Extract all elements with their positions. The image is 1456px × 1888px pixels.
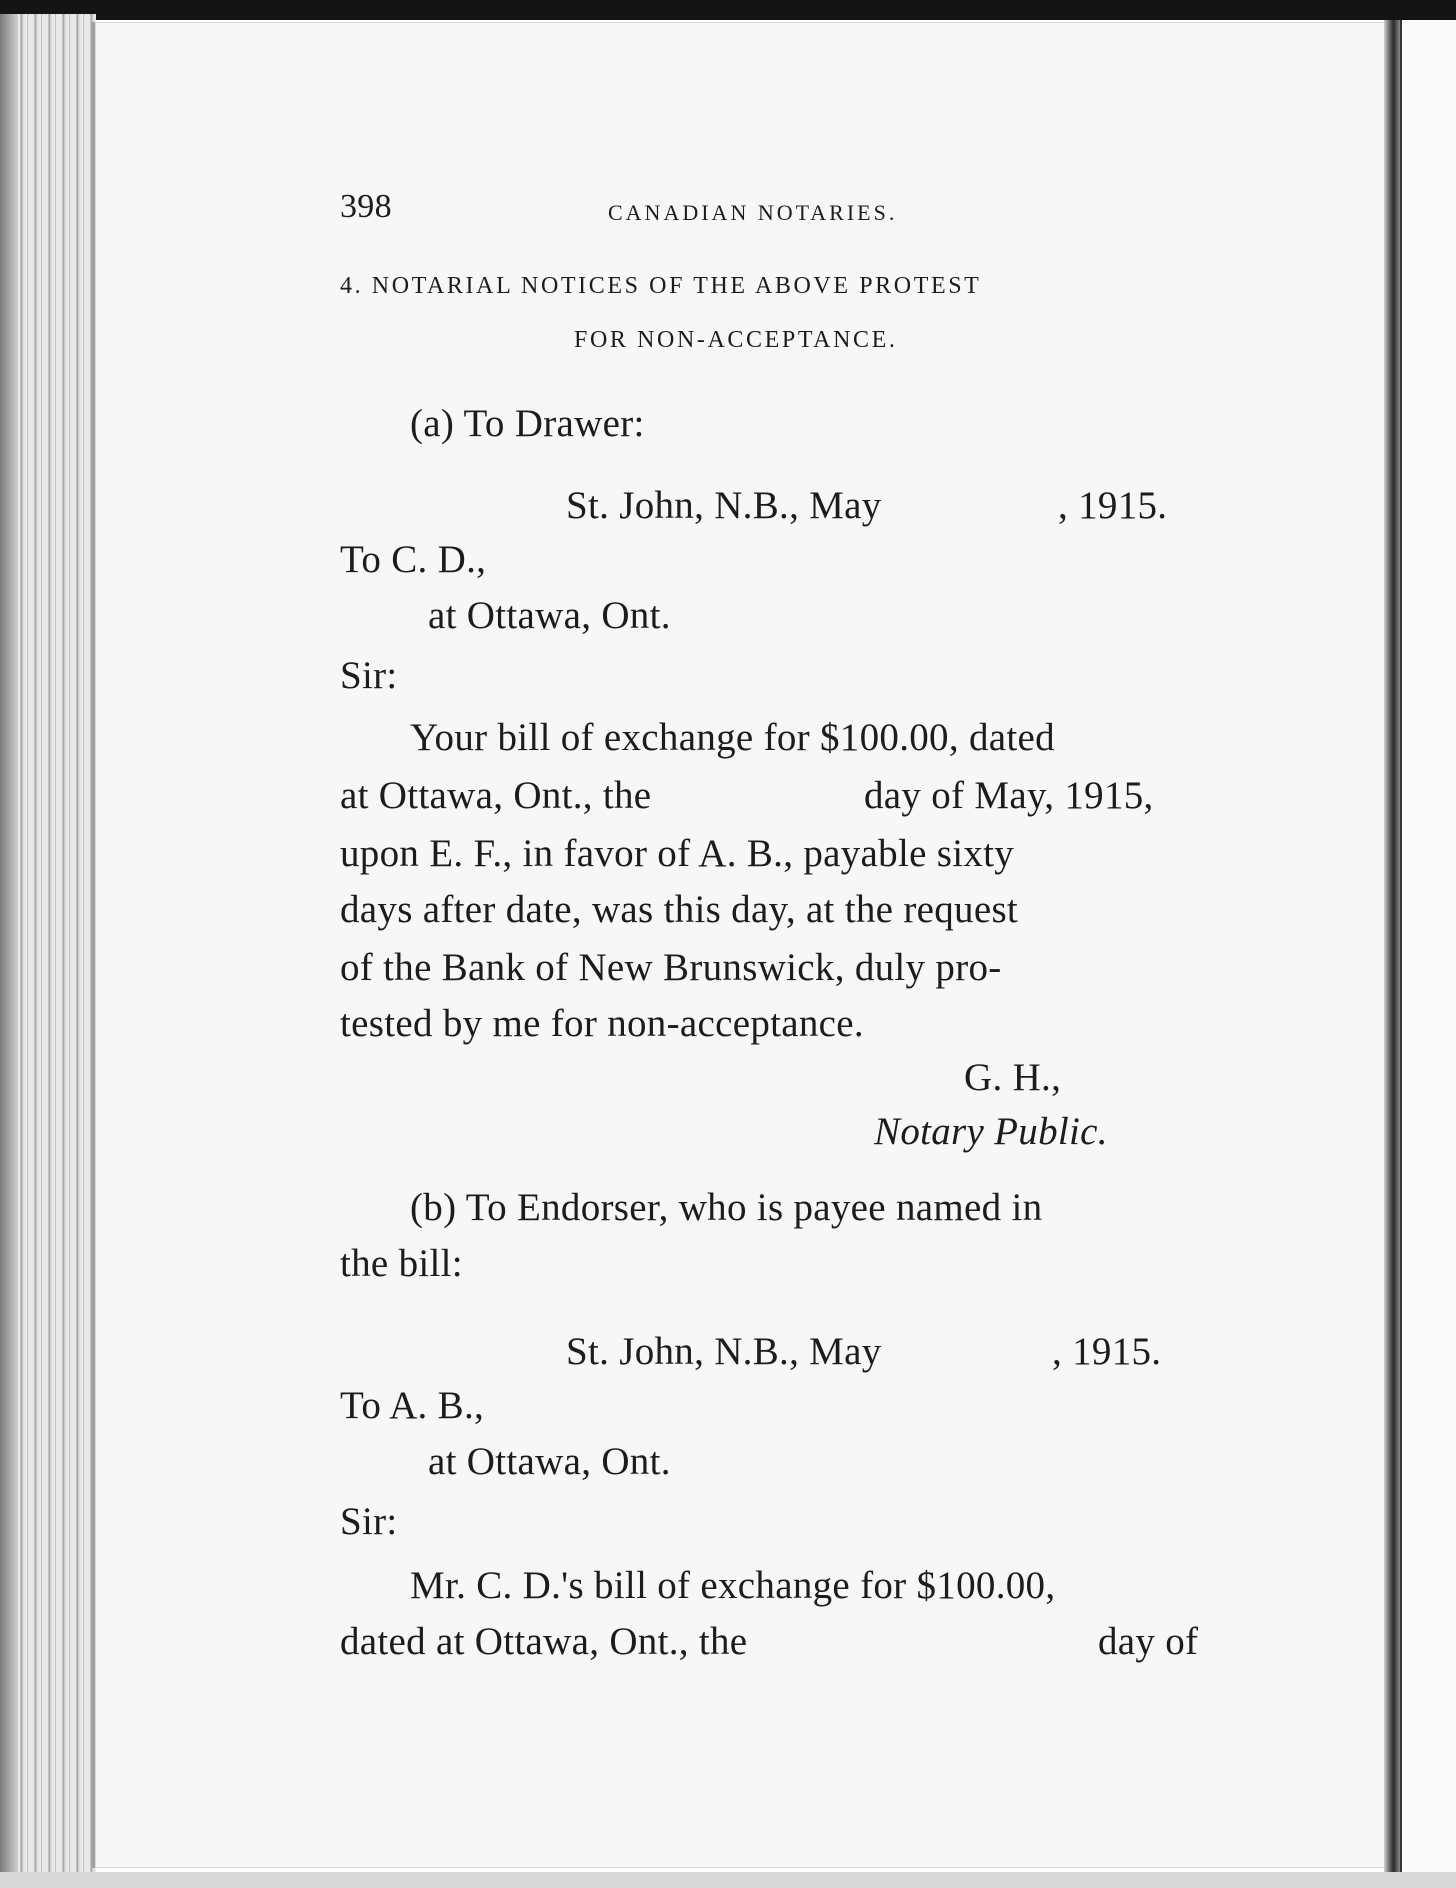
section-heading-line1: 4. NOTARIAL NOTICES OF THE ABOVE PROTEST	[340, 273, 982, 299]
notice-b-label-line2: the bill:	[340, 1242, 463, 1285]
notice-b-label-line1: (b) To Endorser, who is payee named in	[410, 1186, 1043, 1229]
notice-b-location: at Ottawa, Ont.	[428, 1440, 671, 1483]
notice-a-salutation: Sir:	[340, 654, 398, 697]
notice-b-body-line: day of	[1098, 1620, 1199, 1663]
notice-a-body-line: of the Bank of New Brunswick, duly pro-	[340, 946, 1002, 989]
notice-b-addressee: To A. B.,	[340, 1384, 485, 1427]
page-number: 398	[340, 188, 392, 225]
notice-a-body-line: days after date, was this day, at the request	[340, 888, 1019, 931]
notice-a-body-line: day of May, 1915,	[864, 774, 1154, 817]
notice-a-body-line: upon E. F., in favor of A. B., payable sixty	[340, 832, 1015, 875]
notice-a-body-line: at Ottawa, Ont., the	[340, 774, 652, 817]
notice-a-label: (a) To Drawer:	[410, 402, 645, 445]
section-heading-line2: FOR NON-ACCEPTANCE.	[574, 327, 898, 353]
running-title: CANADIAN NOTARIES.	[608, 200, 898, 225]
notice-a-location: at Ottawa, Ont.	[428, 594, 671, 637]
scan-top-border	[0, 0, 1456, 20]
notice-b-date-year: , 1915.	[1052, 1330, 1162, 1373]
notice-b-body-line: Mr. C. D.'s bill of exchange for $100.00,	[410, 1564, 1056, 1607]
notice-b-date-place: St. John, N.B., May	[566, 1330, 882, 1373]
facing-page-edge	[1400, 20, 1456, 1874]
notice-a-addressee: To C. D.,	[340, 538, 487, 581]
notice-b-body-line: dated at Ottawa, Ont., the	[340, 1620, 748, 1663]
notice-a-body-line: tested by me for non-acceptance.	[340, 1002, 864, 1045]
notice-b-salutation: Sir:	[340, 1500, 398, 1543]
notice-a-date-year: , 1915.	[1058, 484, 1168, 527]
book-gutter	[1384, 20, 1400, 1874]
notice-a-body-line: Your bill of exchange for $100.00, dated	[410, 716, 1055, 759]
notice-a-signature: G. H.,	[964, 1056, 1062, 1099]
notice-a-signature-title: Notary Public.	[874, 1110, 1108, 1153]
scan-bottom-border	[0, 1872, 1456, 1888]
notice-a-date-place: St. John, N.B., May	[566, 484, 882, 527]
book-edge-shadow	[0, 14, 18, 1872]
